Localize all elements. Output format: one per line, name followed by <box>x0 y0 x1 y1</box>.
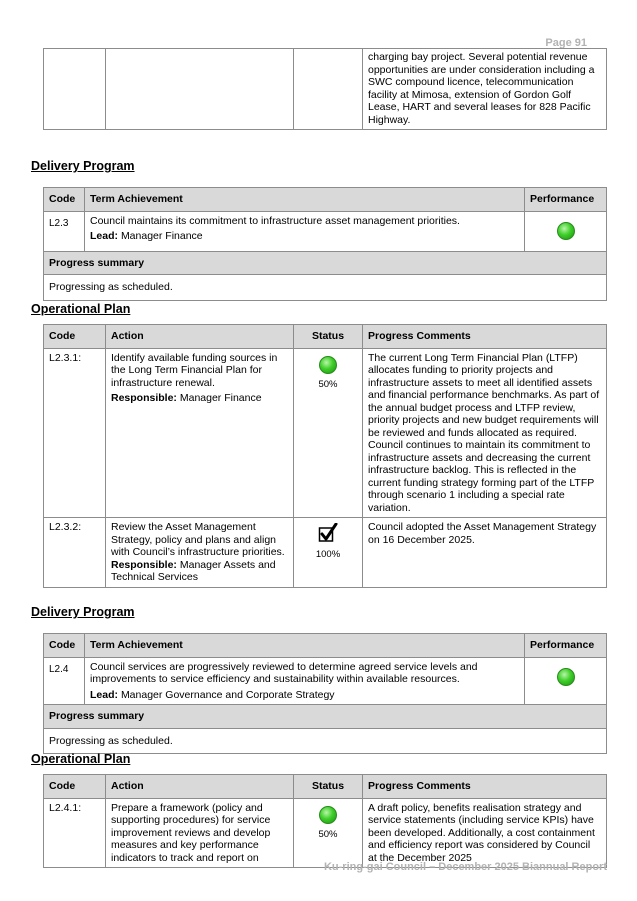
operational-plan-heading: Operational Plan <box>31 752 131 766</box>
col-status: Status <box>294 325 363 349</box>
empty-cell <box>106 49 294 130</box>
delivery-program-heading: Delivery Program <box>31 159 135 173</box>
table-row <box>44 518 607 588</box>
dp-code: L2.3 <box>44 211 85 251</box>
status-percent: 100% <box>315 548 341 560</box>
action-text: Review the Asset Management Strategy, policy and plans and align with Council’s infrastructure priorities. <box>111 521 285 558</box>
page-number: Page 91 <box>545 37 587 49</box>
green-dot-icon <box>557 222 575 240</box>
col-action: Action <box>106 325 294 349</box>
status-percent: 50% <box>318 378 338 390</box>
col-status: Status <box>294 775 363 799</box>
action-code: L2.3.2: <box>44 518 106 588</box>
table-row <box>44 348 607 518</box>
progress-comment: The current Long Term Financial Plan (LTFP) allocates funding to priority projects and infrastructure assets to meet all identified assets and financial performance benchmarks. As part of the annual budget process and LTFP review, priority projects and new budget requirements will be reviewed and funds allocated as required. Council continues to maintain its commitment to infrastructure assets and decreasing the current infrastructure backlog. This is reflected in the current funding strategy forming part of the LTFP through scenario 1 including a special rate variation. <box>363 348 607 518</box>
status-cell <box>294 798 363 868</box>
status-cell <box>294 518 363 588</box>
col-code: Code <box>44 775 106 799</box>
green-dot-icon <box>319 356 337 374</box>
table-row <box>44 798 607 868</box>
performance-cell <box>525 211 607 251</box>
col-code: Code <box>44 634 85 658</box>
performance-cell <box>525 657 607 705</box>
col-performance: Performance <box>525 188 607 212</box>
lead-label: Lead: <box>90 230 119 242</box>
action-text: Identify available funding sources in the Long Term Financial Plan for infrastructure renewal. <box>111 351 278 389</box>
progress-comment: charging bay project. Several potential revenue opportunities are under consideration including a SWC compound licence, telecommunication facility at Mimosa, extension of Gordon Golf Lease, HART and several leases for 828 Pacific Highway. <box>363 49 607 130</box>
progress-summary-label: Progress summary <box>44 705 607 729</box>
lead-value: Manager Finance <box>120 230 203 242</box>
green-dot-icon <box>319 806 337 824</box>
col-performance: Performance <box>525 634 607 658</box>
responsible-value: Manager Finance <box>179 392 262 404</box>
term-achievement-text: Council services are progressively reviewed to determine agreed service levels and improvements to service efficiency and sustainability within available resources. <box>90 660 478 685</box>
dp-term-text <box>85 211 525 251</box>
lead-label: Lead: <box>90 688 119 701</box>
progress-summary-text: Progressing as scheduled. <box>44 275 607 301</box>
responsible-value: Manager Assets and Technical Services <box>111 558 276 583</box>
action-code: L2.3.1: <box>44 348 106 518</box>
col-progress-comments: Progress Comments <box>363 325 607 349</box>
progress-summary-label: Progress summary <box>44 251 607 275</box>
action-cell <box>106 348 294 518</box>
status-cell <box>294 348 363 518</box>
delivery-program-heading: Delivery Program <box>31 605 135 619</box>
col-code: Code <box>44 325 106 349</box>
operational-plan-heading: Operational Plan <box>31 302 131 316</box>
dp-code: L2.4 <box>44 657 85 705</box>
action-code: L2.4.1: <box>44 798 106 868</box>
progress-comment: A draft policy, benefits realisation strategy and service statements (including service KPIs) have been developed. Additionally, a cost containment and efficiency report was considered by Council at the December 2025 <box>363 798 607 868</box>
lead-value: Manager Governance and Corporate Strategy <box>120 688 335 701</box>
empty-cell <box>44 49 106 130</box>
action-text: Prepare a framework (policy and supporting procedures) for service improvement reviews and develop measures and key performance indicators to track and report on <box>106 798 294 868</box>
col-action: Action <box>106 775 294 799</box>
col-progress-comments: Progress Comments <box>363 775 607 799</box>
operational-plan-table <box>43 324 607 588</box>
responsible-label: Responsible: <box>111 558 177 571</box>
checkbox-tick-icon <box>318 523 338 543</box>
report-footer: Ku-ring-gai Council – December 2025 Biannual Report <box>323 861 607 873</box>
col-term-achievement: Term Achievement <box>85 634 525 658</box>
continued-table <box>43 48 607 130</box>
green-dot-icon <box>557 668 575 686</box>
col-code: Code <box>44 188 85 212</box>
delivery-program-table <box>43 633 607 754</box>
empty-cell <box>294 49 363 130</box>
delivery-program-table <box>43 187 607 301</box>
col-term-achievement: Term Achievement <box>85 188 525 212</box>
progress-comment: Council adopted the Asset Management Strategy on 16 December 2025. <box>363 518 607 588</box>
status-percent: 50% <box>318 828 338 840</box>
responsible-label: Responsible: <box>111 392 177 404</box>
operational-plan-table <box>43 774 607 868</box>
progress-summary-text: Progressing as scheduled. <box>44 728 607 754</box>
term-achievement-text: Council maintains its commitment to infrastructure asset management priorities. <box>90 214 460 227</box>
action-cell <box>106 518 294 588</box>
dp-term-text <box>85 657 525 705</box>
